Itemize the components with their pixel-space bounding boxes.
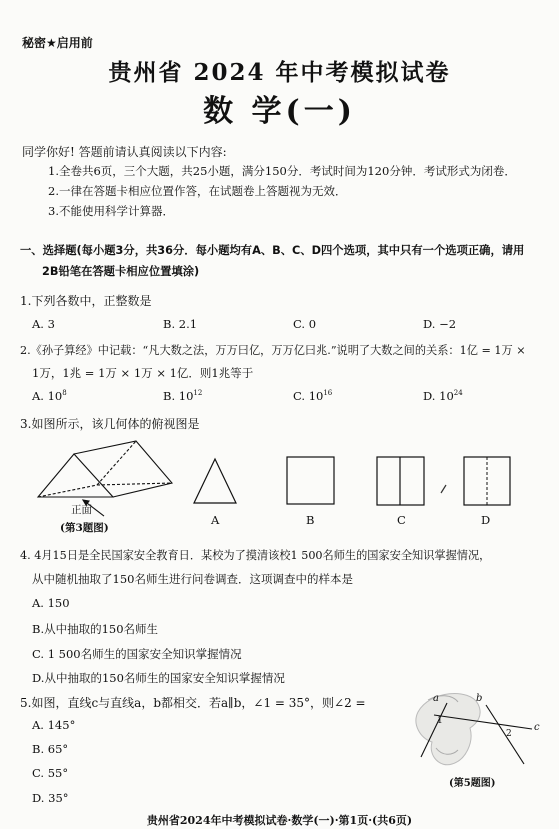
q2-stem-line1: 2.《孙子算经》中记载：“凡大数之法，万万曰亿，万万亿曰兆.”说明了大数之间的关系：1亿 = 1万 × [20,344,526,357]
q3-front-label: 正面 [71,504,92,516]
q5-label-a: a [433,693,439,704]
q1-option-d: D. −2 [423,317,457,331]
page-footer: 贵州省2024年中考模拟试卷·数学(一)·第1页·(共6页) [146,814,413,827]
q5-angle2-label: 2 [506,729,512,739]
q3-option-label-b: B [306,513,315,527]
instruction-item-2: 2.一律在答题卡相应位置作答，在试题卷上答题视为无效． [48,184,347,198]
q5-label-c: c [534,722,540,733]
exam-title: 贵州省 2024 年中考模拟试卷 [108,59,451,86]
q2-option-a: A. $10^8$ [32,389,67,403]
q3-stem: 3.如图所示，该几何体的俯视图是 [20,417,200,431]
q3-prism-figure [38,441,172,516]
q1-option-c: C. 0 [293,317,317,331]
q5-option-b: B. 65° [32,742,69,756]
q4-option-c: C. 1 500名师生的国家安全知识掌握情况 [32,647,242,661]
q2-option-b: B. $10^{12}$ [163,389,203,403]
q4-option-b: B.从中抽取的150名师生 [32,622,159,636]
secret-label: 秘密★启用前 [22,36,93,50]
q3-option-label-c: C [397,513,406,527]
q2-stem-line2: 1万，1兆 = 1万 × 1万 × 1亿．则1兆等于 [32,366,254,380]
q1-option-b: B. 2.1 [163,317,198,331]
q5-figure [416,694,532,765]
q3-option-c-rect [377,457,424,505]
q1-option-a: A. 3 [32,317,55,331]
q4-stem-line1: 4. 4月15日是全民国家安全教育日．某校为了摸清该校1 500名师生的国家安全知识掌握情况， [20,549,491,562]
q3-option-label-a: A [211,513,220,527]
instruction-item-1: 1.全卷共6页，三个大题，共25小题，满分150分．考试时间为120分钟．考试形式为闭卷． [48,164,516,178]
q3-option-a-triangle [194,459,236,503]
q5-stem: 5.如图，直线c与直线a，b都相交．若a∥b，∠1 = 35°，则∠2 = [20,696,366,710]
q2-option-d: D. $10^{24}$ [423,389,463,403]
q5-figure-caption: (第5题图) [449,778,496,789]
exam-subject: 数 学(一) [203,94,356,129]
q4-option-d: D.从中抽取的150名师生的国家安全知识掌握情况 [32,671,285,685]
q5-option-a: A. 145° [32,718,76,732]
q5-option-d: D. 35° [32,791,69,805]
q2-option-c: C. $10^{16}$ [293,389,333,403]
q4-option-a: A. 150 [32,596,70,610]
q4-stem-line2: 从中随机抽取了150名师生进行问卷调查．这项调查中的样本是 [32,572,353,586]
instructions-greeting: 同学你好! 答题前请认真阅读以下内容: [22,145,227,159]
section1-heading-cont: 2B铅笔在答题卡相应位置填涂) [42,265,200,278]
q5-angle1-label: 1 [437,716,443,726]
q1-stem: 1.下列各数中，正整数是 [20,294,152,308]
q5-label-b: b [476,693,483,704]
instruction-item-3: 3.不能使用科学计算器． [48,204,174,218]
q3-figure-caption: (第3题图) [60,522,109,534]
q5-option-c: C. 55° [32,766,69,780]
q3-option-b-square [287,457,334,504]
section1-heading: 一、选择题(每小题3分，共36分．每小题均有A、B、C、D四个选项，其中只有一个选项正确，请用 [20,244,525,257]
q3-option-label-d: D [481,513,491,527]
q3-option-d-rect [464,457,510,505]
